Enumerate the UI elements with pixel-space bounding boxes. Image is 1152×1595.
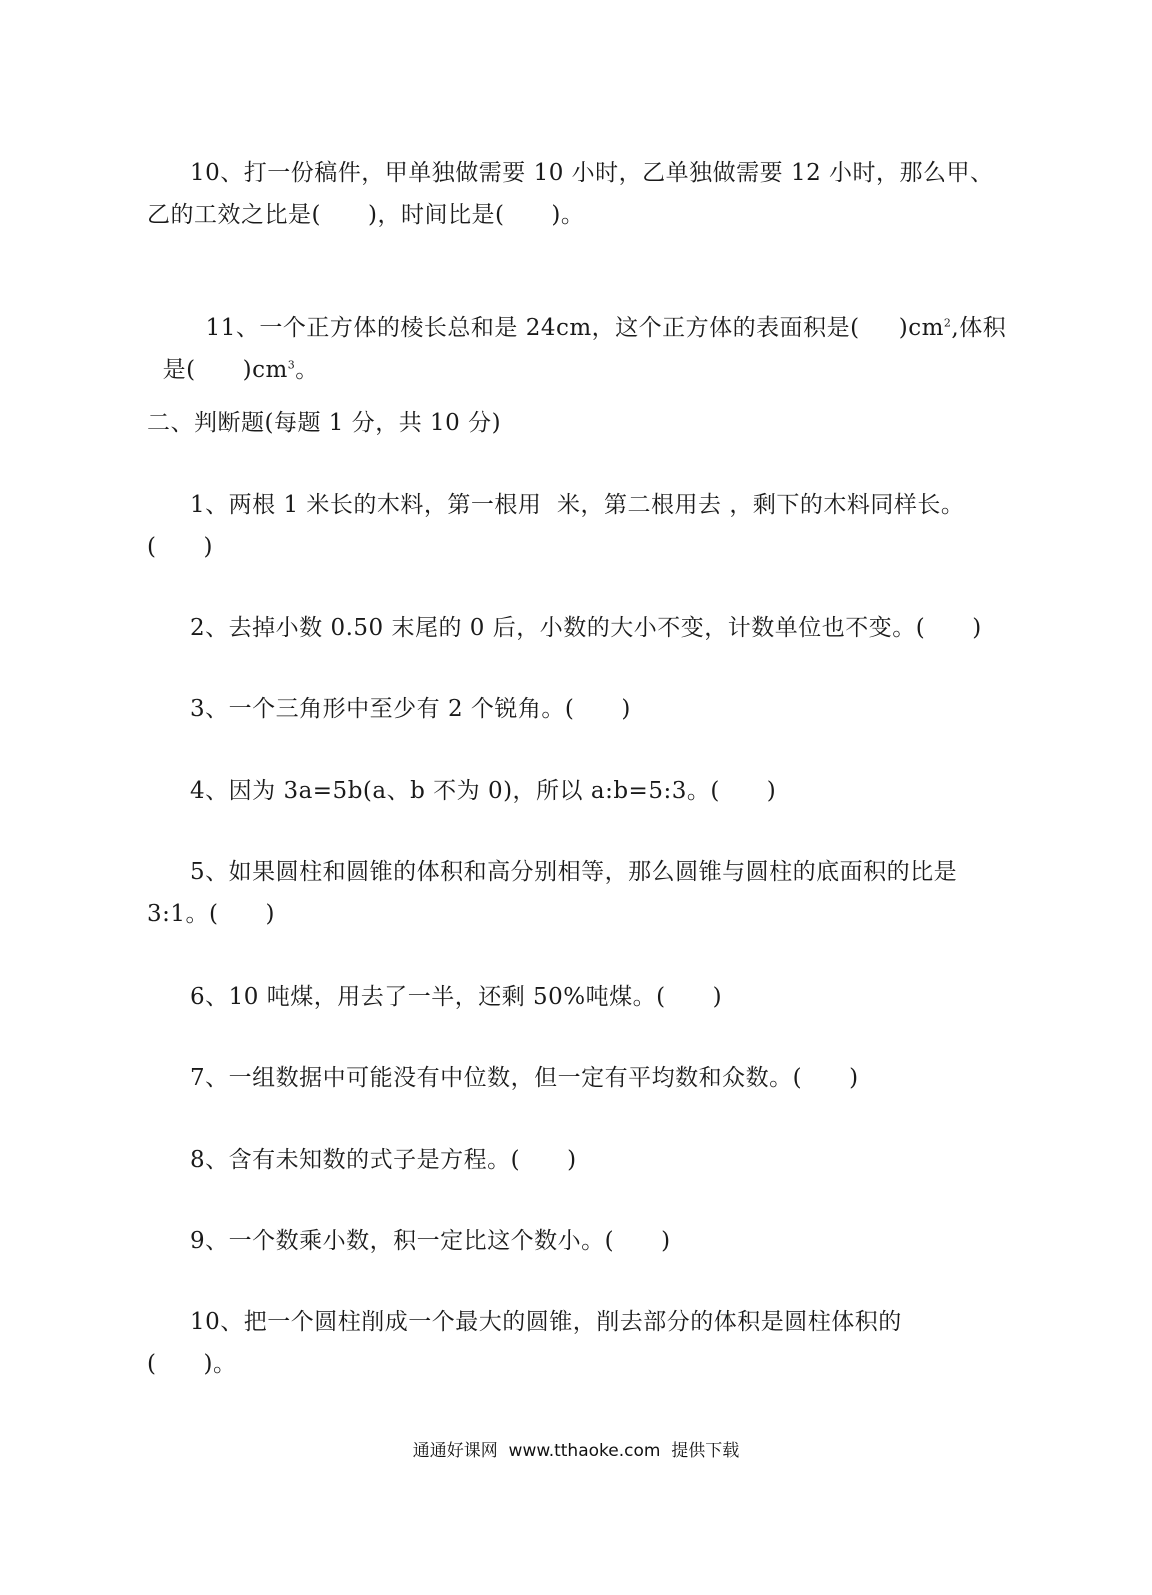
section-title: 二、判断题(每题 1 分，共 10 分): [147, 410, 502, 436]
judgment-6: 6、10 吨煤，用去了一半，还剩 50%吨煤。( ): [190, 984, 723, 1010]
judgment-7: 7、一组数据中可能没有中位数，但一定有平均数和众数。( ): [190, 1065, 859, 1091]
question-11-text-a: 11、一个正方体的棱长总和是 24cm，这个正方体的表面积是( )cm: [205, 315, 944, 341]
question-10-fill-line-2: 乙的工效之比是( )，时间比是( )。: [147, 202, 585, 228]
judgment-10-line-2: ( )。: [147, 1351, 237, 1377]
judgment-3: 3、一个三角形中至少有 2 个锐角。( ): [190, 696, 631, 722]
judgment-9: 9、一个数乘小数，积一定比这个数小。( ): [190, 1228, 671, 1254]
judgment-8: 8、含有未知数的式子是方程。( ): [190, 1147, 577, 1173]
question-11-sup-3: 3: [287, 358, 296, 372]
question-10-fill-line-1: 10、打一份稿件，甲单独做需要 10 小时，乙单独做需要 12 小时，那么甲、: [190, 160, 994, 186]
judgment-5-line-1: 5、如果圆柱和圆锥的体积和高分别相等，那么圆锥与圆柱的底面积的比是: [190, 859, 958, 885]
judgment-10-line-1: 10、把一个圆柱削成一个最大的圆锥，削去部分的体积是圆柱体积的: [190, 1309, 902, 1335]
footer-download-note: 通通好课网 www.tthaoke.com 提供下载: [412, 1441, 740, 1461]
judgment-2: 2、去掉小数 0.50 末尾的 0 后，小数的大小不变，计数单位也不变。( ): [190, 615, 982, 641]
judgment-5-line-2: 3:1。( ): [147, 901, 275, 927]
question-11-text-b: ,体积: [951, 315, 1007, 341]
judgment-4: 4、因为 3a=5b(a、b 不为 0)，所以 a:b=5:3。( ): [190, 778, 777, 804]
judgment-1-line-2: ( ): [147, 534, 213, 560]
question-11-text-d: 。: [295, 357, 319, 383]
question-11-fill-line-2: [147, 325, 319, 385]
question-11-text-c: 是( )cm: [162, 357, 288, 383]
question-11-sup-2: 2: [943, 316, 952, 330]
judgment-1-line-1: 1、两根 1 米长的木料，第一根用 米，第二根用去 ，剩下的木料同样长。: [190, 492, 965, 518]
